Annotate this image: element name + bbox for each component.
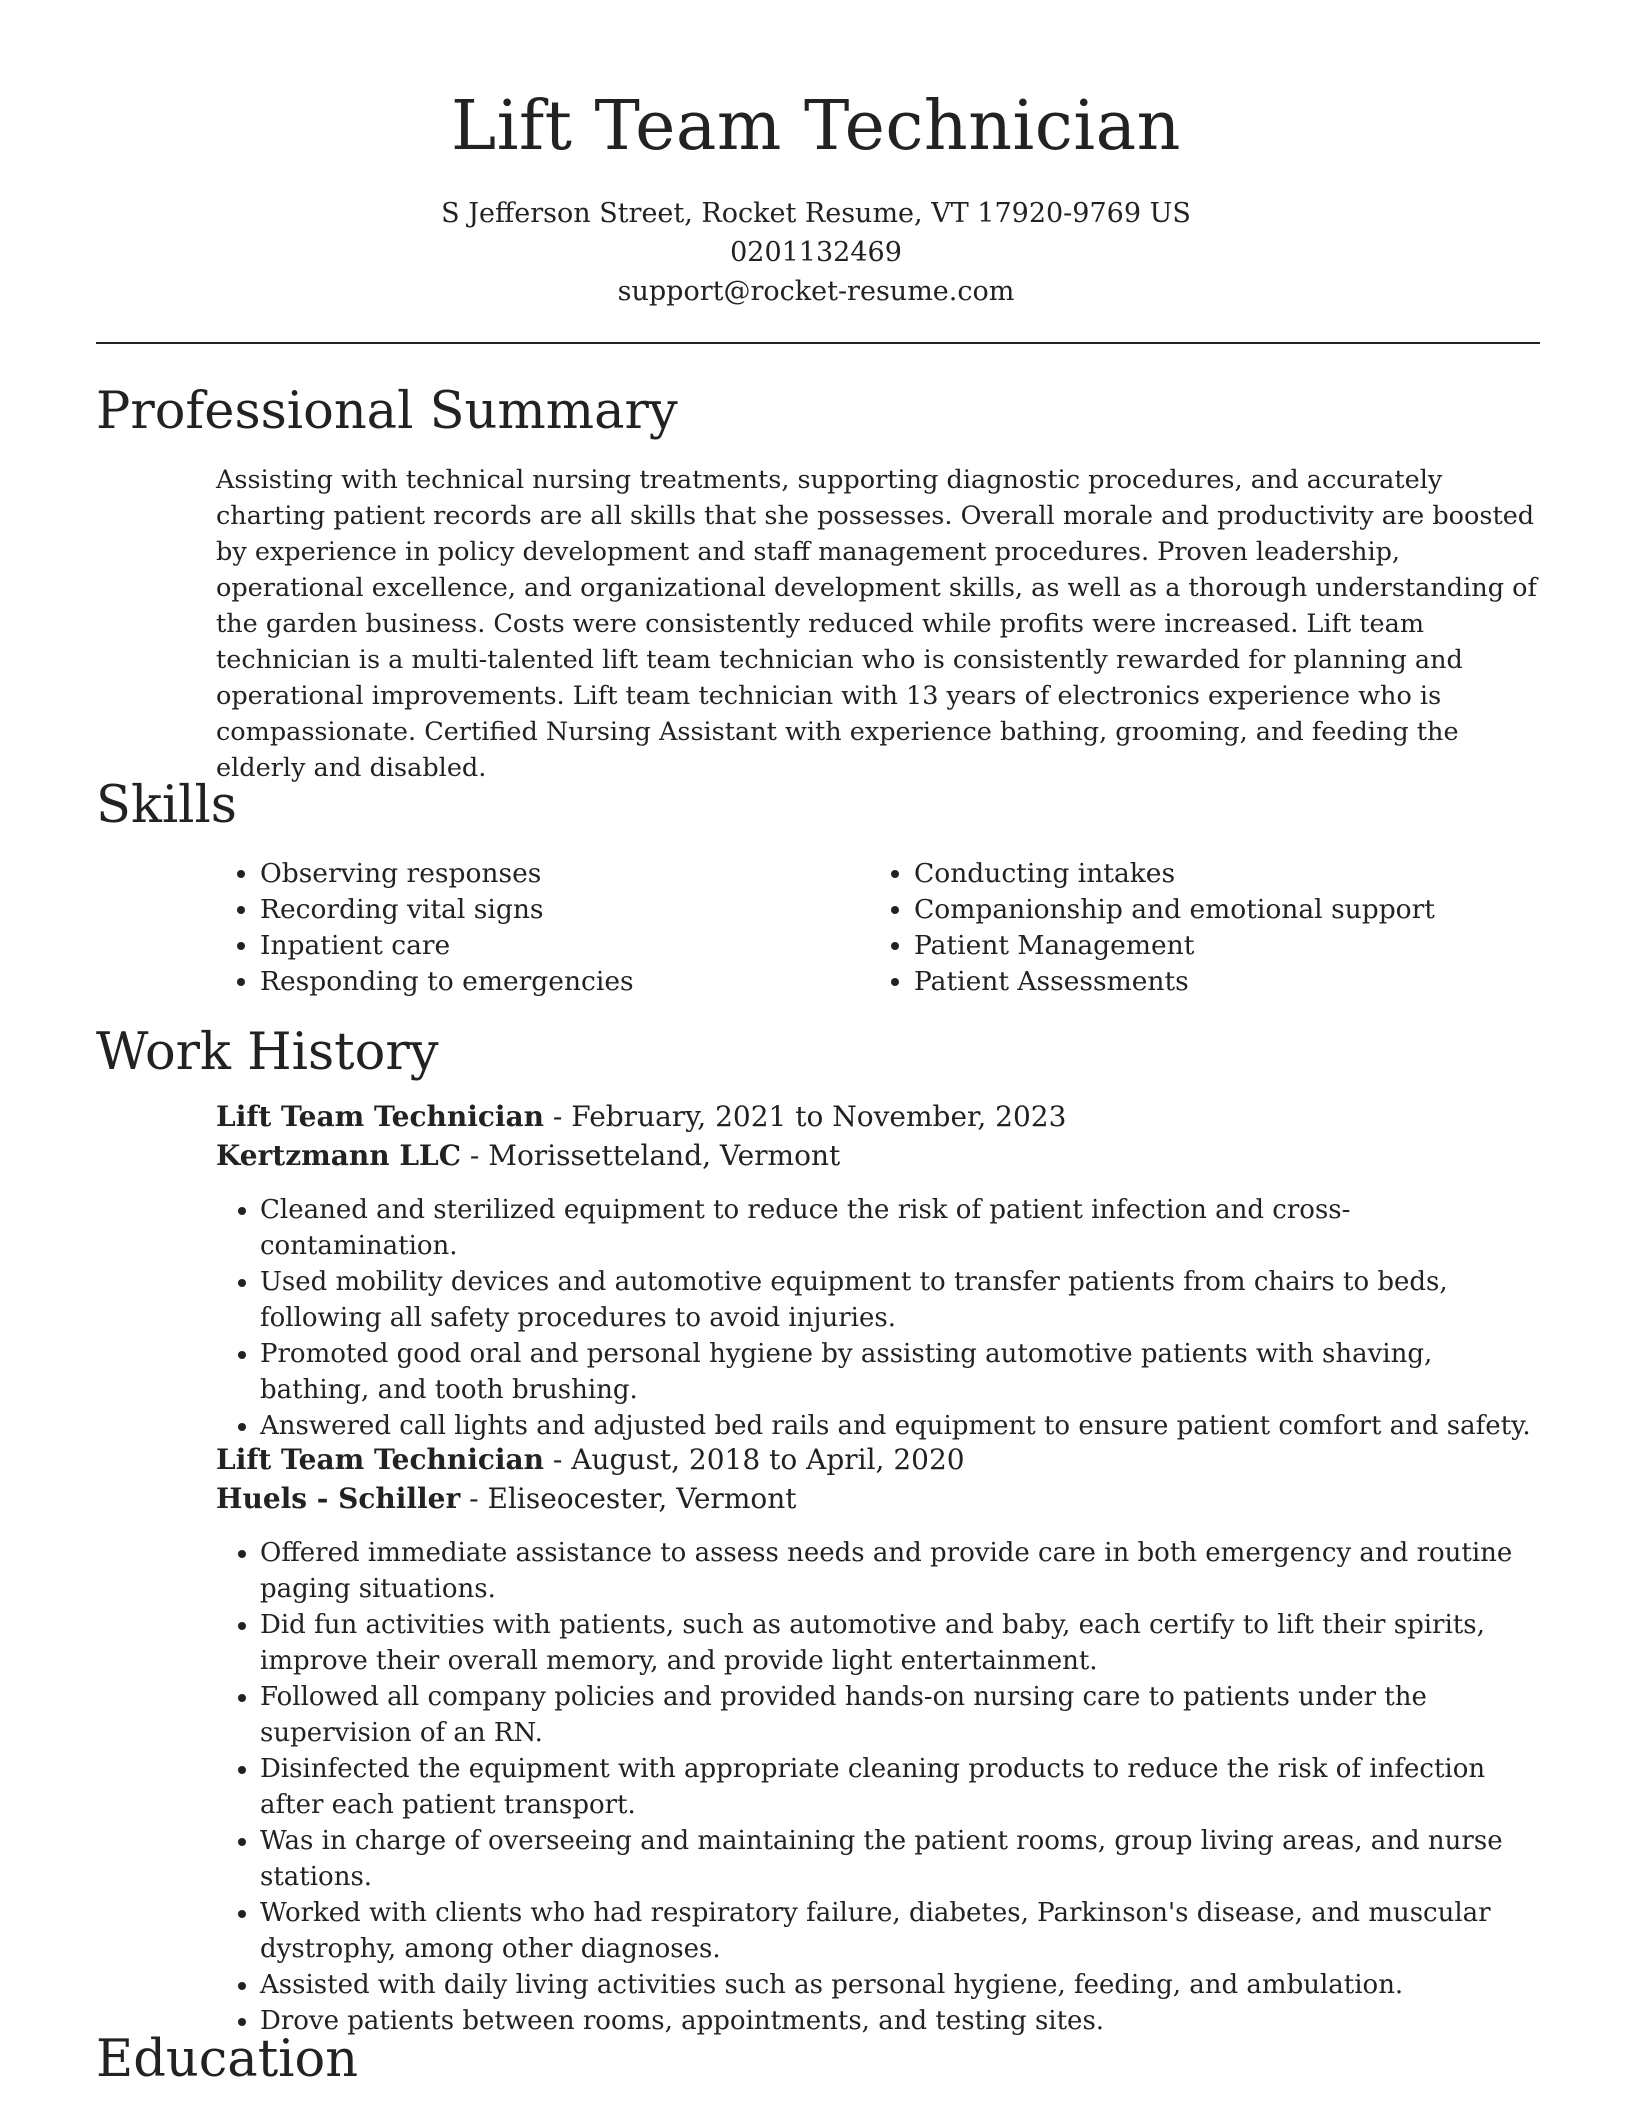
job-bullet: • Disinfected the equipment with appropriate cleaning products to reduce the risk of infection after each patient transport. [260,1751,1544,1823]
job-bullet: • Promoted good oral and personal hygiene by assisting automotive patients with shaving, bathing, and tooth brushing. [260,1336,1544,1408]
email: support@rocket-resume.com [617,276,1015,307]
job-location: - Eliseocester, Vermont [460,1482,797,1515]
job-bullet: • Followed all company policies and provided hands-on nursing care to patients under the supervision of an RN. [260,1679,1544,1751]
phone: 0201132469 [730,237,902,268]
skills-column-left [216,856,870,1000]
header-divider [96,342,1540,344]
skills-list [216,856,1544,1000]
job-bullet: • Used mobility devices and automotive equipment to transfer patients from chairs to beds, following all safety procedures to avoid injuries. [260,1264,1544,1336]
job-bullet: • Offered immediate assistance to assess needs and provide care in both emergency and routine paging situations. [260,1535,1544,1607]
job-bullets [216,1535,1544,2039]
job-title: Lift Team Technician [216,1100,545,1133]
skill-item: • Inpatient care [260,928,870,964]
job-bullet: • Did fun activities with patients, such as automotive and baby, each certify to lift their spirits, improve their overall memory, and provide light entertainment. [260,1607,1544,1679]
skills-heading: Skills [96,776,237,835]
summary-heading: Professional Summary [96,382,678,441]
education-heading: Education [96,2030,359,2089]
job-company: Huels - Schiller [216,1482,461,1515]
job-bullet: • Worked with clients who had respiratory failure, diabetes, Parkinson's disease, and muscular dystrophy, among other diagnoses. [260,1895,1544,1967]
skill-item: • Patient Management [914,928,1524,964]
job-location: - Morissetteland, Vermont [461,1139,841,1172]
job-dates: - August, 2018 to April, 2020 [544,1443,965,1476]
job-title-line [216,1097,1544,1136]
job-bullet: • Was in charge of overseeing and maintaining the patient rooms, group living areas, and nurse stations. [260,1823,1544,1895]
job-bullet: • Drove patients between rooms, appointments, and testing sites. [260,2003,1544,2039]
job-company: Kertzmann LLC [216,1139,462,1172]
job-entry [216,1097,1544,1444]
address: S Jefferson Street, Rocket Resume, VT 17920-9769 US [441,198,1191,229]
skills-column-right [870,856,1524,1000]
job-company-line [216,1136,1544,1175]
job-entry [216,1440,1544,2039]
skill-item: • Conducting intakes [914,856,1524,892]
skill-item: • Companionship and emotional support [914,892,1524,928]
candidate-name: Lift Team Technician [451,87,1181,166]
job-bullet: • Answered call lights and adjusted bed rails and equipment to ensure patient comfort and safety. [260,1408,1544,1444]
contact-block [0,194,1632,311]
job-bullet: • Assisted with daily living activities such as personal hygiene, feeding, and ambulation. [260,1967,1544,2003]
job-title: Lift Team Technician [216,1443,545,1476]
skill-item: • Patient Assessments [914,964,1524,1000]
skill-item: • Recording vital signs [260,892,870,928]
job-company-line [216,1479,1544,1518]
work-history-heading: Work History [96,1023,439,1082]
job-bullet: • Cleaned and sterilized equipment to reduce the risk of patient infection and cross-contamination. [260,1192,1544,1264]
skill-item: • Observing responses [260,856,870,892]
job-bullets [216,1192,1544,1444]
skill-item: • Responding to emergencies [260,964,870,1000]
resume-header [0,0,1632,311]
job-title-line [216,1440,1544,1479]
job-dates: - February, 2021 to November, 2023 [544,1100,1067,1133]
summary-text: Assisting with technical nursing treatments, supporting diagnostic procedures, and accurately charting patient records are all skills that she possesses. Overall morale and productivity are boosted by experience in policy development and staff management procedures. Proven leadership, operational excellence, and organizational development skills, as well as a thorough understanding of the garden business. Costs were consistently reduced while profits were increased. Lift team technician is a multi-talented lift team technician who is consistently rewarded for planning and operational improvements. Lift team technician with 13 years of electronics experience who is compassionate. Certified Nursing Assistant with experience bathing, grooming, and feeding the elderly and disabled. [216,465,1537,783]
